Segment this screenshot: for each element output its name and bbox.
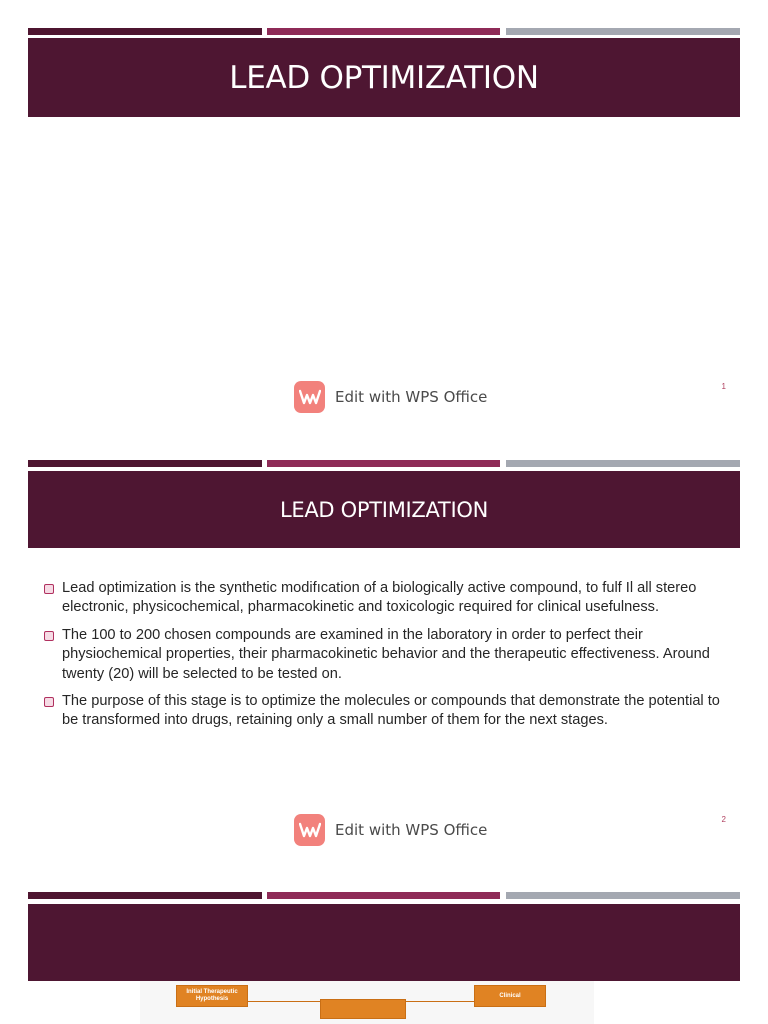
page-number: 2 — [721, 815, 726, 824]
stripe-gray — [506, 892, 740, 899]
slide-2 — [0, 432, 768, 864]
stripe-gray — [506, 28, 740, 35]
bullet-item — [44, 692, 734, 731]
diagram-connector — [404, 1001, 474, 1002]
stripe-dark — [28, 28, 262, 35]
stripe-dark — [28, 460, 262, 467]
title-banner — [28, 471, 740, 548]
diagram-node: Initial Therapeutic Hypothesis — [176, 985, 248, 1007]
bullet-item — [44, 579, 734, 618]
bullet-text: The purpose of this stage is to optimize the molecules or compounds that demonstrate the potential to be transformed into drugs, retaining only a small number of them for the next stages. — [62, 693, 720, 729]
stripe-mid — [267, 460, 500, 467]
slide-title: LEAD OPTIMIZATION — [280, 497, 488, 522]
slide-title: LEAD OPTIMIZATION — [229, 59, 539, 96]
wps-watermark[interactable] — [294, 814, 487, 846]
bullet-text: The 100 to 200 chosen compounds are examined in the laboratory in order to perfect their physiochemical properties, their pharmacokinetic behavior and the therapeutic effectiveness. Around twenty (20) will be selected to be tested on. — [62, 626, 710, 682]
title-banner — [28, 38, 740, 117]
bullet-list — [44, 579, 734, 739]
bullet-text: Lead optimization is the synthetic modifıcation of a biologically active compound, to fulf Il all stereo electronic, physicochemical, pharmacokinetic and toxicologic required for clinical usefulness. — [62, 580, 697, 616]
page-number: 1 — [721, 382, 726, 391]
square-bullet-icon — [44, 584, 54, 594]
wps-watermark[interactable] — [294, 381, 487, 413]
stripe-dark — [28, 892, 262, 899]
diagram-connector — [246, 1001, 322, 1002]
wps-watermark-text: Edit with WPS Office — [335, 388, 488, 406]
slide-3 — [0, 864, 768, 1024]
diagram-node — [320, 999, 406, 1019]
process-diagram — [140, 981, 594, 1024]
bullet-item — [44, 626, 734, 684]
wps-watermark-text: Edit with WPS Office — [335, 821, 488, 839]
accent-stripes — [28, 892, 740, 899]
accent-stripes — [28, 460, 740, 467]
stripe-mid — [267, 28, 500, 35]
wps-office-logo-icon — [294, 381, 325, 413]
accent-stripes — [28, 28, 740, 35]
title-banner — [28, 904, 740, 981]
square-bullet-icon — [44, 631, 54, 641]
square-bullet-icon — [44, 697, 54, 707]
stripe-gray — [506, 460, 740, 467]
diagram-node: Clinical — [474, 985, 546, 1007]
stripe-mid — [267, 892, 500, 899]
wps-office-logo-icon — [294, 814, 325, 846]
slide-1 — [0, 0, 768, 432]
